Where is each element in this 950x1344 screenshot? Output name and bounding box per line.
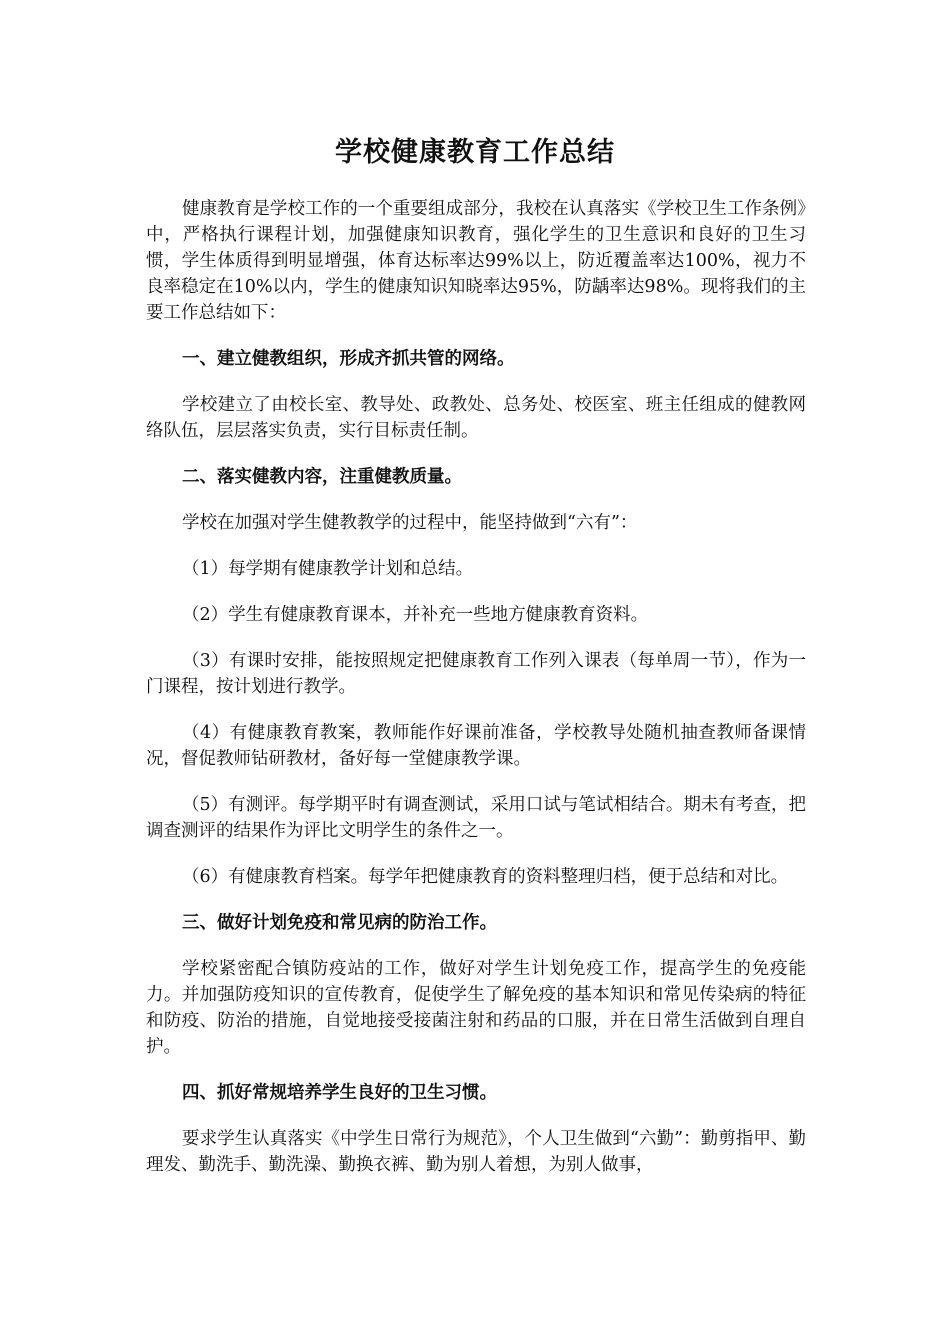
section-4-paragraph: 要求学生认真落实《中学生日常行为规范》，个人卫生做到“六勤”：勤剪指甲、勤理发、勤洗手、勤洗澡、勤换衣裤、勤为别人着想，为别人做事， <box>146 1129 806 1175</box>
document-body <box>146 196 806 1198</box>
section-heading-2: 二、落实健教内容，注重健教质量。 <box>182 467 462 487</box>
section-1-paragraph: 学校建立了由校长室、教导处、政教处、总务处、校医室、班主任组成的健教网络队伍，层层落实负责，实行目标责任制。 <box>146 395 806 441</box>
document-title: 学校健康教育工作总结 <box>335 137 615 168</box>
list-item-6: （6）有健康教育档案。每学年把健康教育的资料整理归档，便于总结和对比。 <box>182 867 789 887</box>
section-3-paragraph: 学校紧密配合镇防疫站的工作，做好对学生计划免疫工作，提高学生的免疫能力。并加强防疫知识的宣传教育，促使学生了解免疫的基本知识和常见传染病的特征和防疫、防治的措施，自觉地接受接菌注射和药品的口服，并在日常生活做到自理自护。 <box>146 959 806 1057</box>
section-heading-4: 四、抓好常规培养学生良好的卫生习惯。 <box>182 1083 497 1103</box>
intro-paragraph: 健康教育是学校工作的一个重要组成部分，我校在认真落实《学校卫生工作条例》中，严格执行课程计划，加强健康知识教育，强化学生的卫生意识和良好的卫生习惯，学生体质得到明显增强，体育达标率达99%以上，防近覆盖率达100%，视力不良率稳定在10%以内，学生的健康知识知晓率达95%，防龋率达98%。现将我们的主要工作总结如下： <box>146 199 806 323</box>
list-item-1: （1）每学期有健康教学计划和总结。 <box>182 559 474 579</box>
section-heading-1: 一、建立健教组织，形成齐抓共管的网络。 <box>182 349 515 369</box>
list-item-3: （3）有课时安排，能按照规定把健康教育工作列入课表（每单周一节），作为一门课程，按计划进行教学。 <box>146 651 806 697</box>
list-item-5: （5）有测评。每学期平时有调查测试，采用口试与笔试相结合。期未有考查，把调查测评的结果作为评比文明学生的条件之一。 <box>146 795 806 841</box>
section-2-paragraph: 学校在加强对学生健教教学的过程中，能坚持做到“六有”： <box>182 513 638 533</box>
section-heading-3: 三、做好计划免疫和常见病的防治工作。 <box>182 913 497 933</box>
list-item-4: （4）有健康教育教案，教师能作好课前准备，学校教导处随机抽查教师备课情况，督促教师钻研教材，备好每一堂健康教学课。 <box>146 723 806 769</box>
list-item-2: （2）学生有健康教育课本，并补充一些地方健康教育资料。 <box>182 605 649 625</box>
